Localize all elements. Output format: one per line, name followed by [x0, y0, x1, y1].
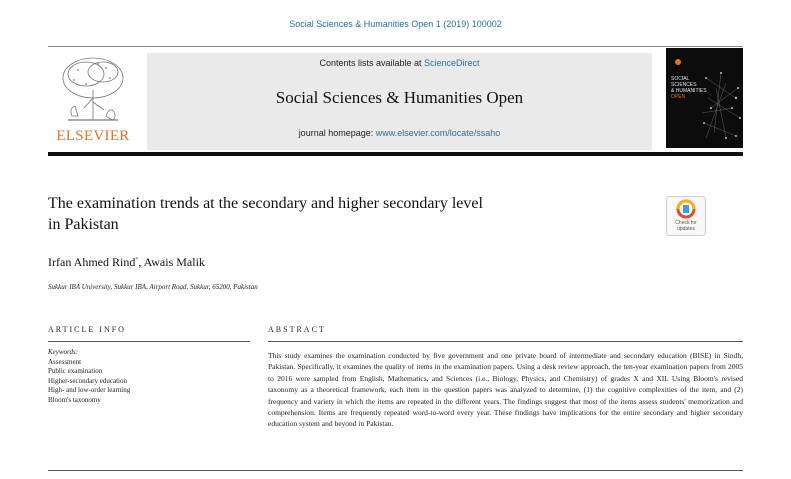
keyword-item: Public examination: [48, 367, 103, 376]
article-info-heading: ARTICLE INFO: [48, 325, 126, 334]
article-info-rule: [48, 341, 250, 342]
abstract-bottom-rule: [48, 470, 743, 471]
cover-line: SOCIAL: [671, 76, 690, 82]
publisher-wordmark: ELSEVIER: [56, 128, 130, 144]
contents-prefix: Contents lists available at: [319, 58, 425, 68]
keyword-item: Bloom's taxonomy: [48, 395, 101, 404]
masthead-bottom-rule: [48, 152, 743, 156]
cover-line: & HUMANITIES: [671, 88, 707, 94]
masthead-top-rule: [48, 46, 743, 47]
check-updates-line: updates: [677, 226, 695, 232]
article-title-line: in Pakistan: [48, 216, 119, 233]
journal-title: Social Sciences & Humanities Open: [275, 88, 524, 107]
abstract-rule: [268, 341, 743, 342]
author-name[interactable]: Awais Malik: [143, 255, 205, 269]
journal-cover-image[interactable]: [666, 48, 743, 148]
journal-citation[interactable]: Social Sciences & Humanities Open 1 (2019) 100002: [289, 19, 502, 29]
article-title-line: The examination trends at the secondary and higher secondary level: [48, 195, 483, 212]
author-name[interactable]: Irfan Ahmed Rind: [48, 255, 136, 269]
keyword-item: High- and low-order learning: [48, 386, 131, 395]
check-updates-icon: [667, 197, 705, 221]
homepage-prefix: journal homepage:: [298, 128, 376, 138]
author-separator: ,: [138, 255, 144, 269]
keyword-item: Assessment: [48, 357, 82, 366]
homepage-link[interactable]: www.elsevier.com/locate/ssaho: [375, 128, 501, 138]
keyword-item: Higher-secondary education: [48, 376, 127, 385]
check-updates-label: [667, 220, 705, 232]
affiliation: Sukkur IBA University, Sukkur IBA, Airport Road, Sukkur, 65200, Pakistan: [48, 283, 258, 291]
contents-line: [147, 58, 652, 68]
keywords-block: [48, 348, 248, 406]
abstract-heading: ABSTRACT: [268, 325, 326, 334]
corresponding-author-mark[interactable]: *: [135, 257, 139, 263]
cover-line: OPEN: [671, 94, 686, 100]
homepage-line: [147, 128, 652, 138]
check-updates-line: Check for: [675, 220, 697, 226]
abstract-text: This study examines the examination conducted by five government and one private board of intermediate and secondary education (BISE) in Sindh, Pakistan. Specifically, it examines the quality of items in the examination papers. Using a desk review approach, the ten-year examination papers from 2005 to 2016 were sampled from English, Mathematics, and Sciences (i.e., Biology, Physics, and Chemistry) of grades X and XII. Using Bloom's revised taxonomy as a theoretical framework, each item in the question papers was analyzed to determine, (1) the cognitive complexities of the item, and (2) frequency and variety in which the items are repeated in the different years. The findings suggest that most of the items assess students' memorization and comprehension. Items are frequently repeated word-to-word every year. These findings have implications for the entire secondary and higher secondary education system and beyond in Pakistan.: [268, 351, 743, 429]
sciencedirect-link[interactable]: ScienceDirect: [424, 58, 480, 68]
check-for-updates-button[interactable]: [666, 196, 706, 236]
tree-of-knowledge-icon: [48, 50, 138, 128]
author-list: [48, 255, 205, 270]
cover-line: SCIENCES: [671, 82, 697, 88]
keywords-label: Keywords:: [48, 348, 79, 356]
cover-title: [671, 76, 711, 100]
article-title: [48, 193, 608, 235]
elsevier-logo: [48, 50, 138, 148]
